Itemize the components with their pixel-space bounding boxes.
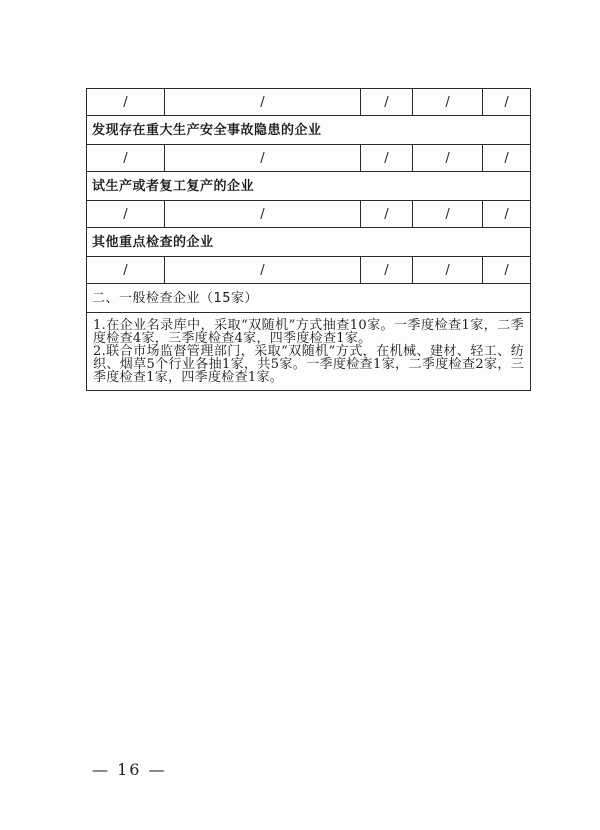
table-cell: /	[483, 145, 531, 172]
table-cell: /	[165, 257, 361, 284]
table-cell: /	[361, 89, 413, 116]
table-cell: /	[413, 145, 483, 172]
section-row	[87, 172, 531, 201]
table-row	[87, 145, 531, 172]
notes-cell	[87, 313, 531, 391]
table-cell: /	[87, 257, 165, 284]
page-number: — 16 —	[92, 760, 167, 779]
table-cell: /	[87, 145, 165, 172]
table-row	[87, 257, 531, 284]
section-row	[87, 284, 531, 313]
table-cell: /	[165, 201, 361, 228]
table-cell: /	[483, 201, 531, 228]
table-cell: /	[483, 257, 531, 284]
section-other-key: 其他重点检查的企业	[87, 228, 531, 257]
section-major-hazard: 发现存在重大生产安全事故隐患的企业	[87, 116, 531, 145]
table-row	[87, 201, 531, 228]
note-item: 2.联合市场监督管理部门，采取“双随机”方式，在机械、建材、轻工、纺织、烟草5个行业各抽1家，共5家。一季度检查1家，二季度检查2家，三季度检查1家，四季度检查1家。	[93, 344, 525, 385]
table-row	[87, 89, 531, 116]
table-cell: /	[87, 89, 165, 116]
table-cell: /	[361, 145, 413, 172]
table-cell: /	[361, 201, 413, 228]
table-cell: /	[87, 201, 165, 228]
table-cell: /	[413, 201, 483, 228]
section-trial-production: 试生产或者复工复产的企业	[87, 172, 531, 201]
notes-row	[87, 313, 531, 391]
inspection-plan-table	[86, 88, 531, 391]
table-cell: /	[165, 89, 361, 116]
table-cell: /	[165, 145, 361, 172]
table-cell: /	[361, 257, 413, 284]
section-row	[87, 116, 531, 145]
note-item: 1.在企业名录库中，采取“双随机”方式抽查10家。一季度检查1家，二季度检查4家，三季度检查4家，四季度检查1家。	[93, 318, 525, 346]
table-cell: /	[413, 257, 483, 284]
section-row	[87, 228, 531, 257]
table-cell: /	[413, 89, 483, 116]
general-inspection-heading: 二、一般检查企业（15家）	[87, 284, 531, 313]
table-cell: /	[483, 89, 531, 116]
